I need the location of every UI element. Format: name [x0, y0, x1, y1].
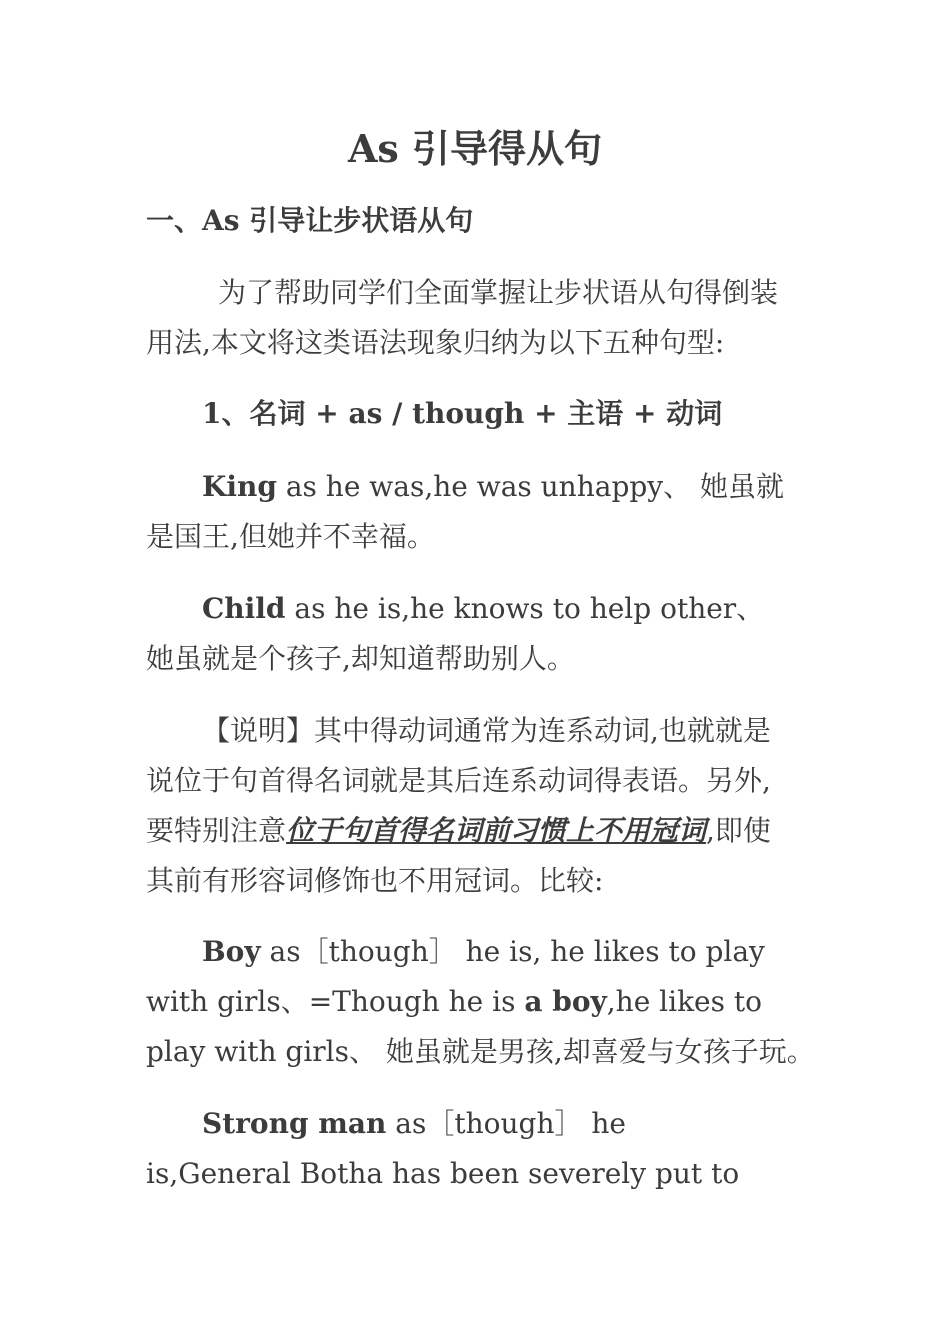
note-line-3-suffix: ,即使 [706, 814, 771, 847]
example-3-line-2 [146, 985, 762, 1018]
note-line-3 [146, 814, 771, 847]
example-2-text: as he is,he knows to help other、 [285, 592, 765, 625]
example-3-bold-phrase: a boy [524, 985, 607, 1018]
example-2-keyword: Child [202, 592, 286, 625]
example-1-line-2: 是国王,但她并不幸福。 [146, 520, 435, 553]
example-2-line-1 [202, 592, 765, 625]
example-2-line-2: 她虽就是个孩子,却知道帮助别人。 [146, 642, 575, 675]
document-title: As 引导得从句 [347, 126, 603, 171]
example-3-line-3: play with girls、 她虽就是男孩,却喜爱与女孩子玩。 [146, 1035, 815, 1068]
example-3-line-2-suffix: ,he likes to [606, 985, 762, 1018]
example-3-line-2-prefix: with girls、=Though he is [146, 985, 525, 1018]
note-line-4: 其前有形容词修饰也不用冠词。比较: [146, 864, 604, 897]
example-4-line-2: is,General Botha has been severely put to [146, 1157, 740, 1190]
example-3-text: as［though］ he is, he likes to play [260, 935, 765, 968]
note-line-2: 说位于句首得名词就是其后连系动词得表语。另外, [146, 764, 771, 797]
section-heading: 一、As 引导让步状语从句 [146, 204, 474, 237]
example-1-line-1 [202, 470, 785, 503]
intro-line-2: 用法,本文将这类语法现象归纳为以下五种句型: [146, 326, 725, 359]
note-line-3-prefix: 要特别注意 [146, 814, 287, 847]
pattern-heading: 1、名词 + as / though + 主语 + 动词 [202, 397, 723, 430]
example-1-keyword: King [202, 470, 277, 503]
example-1-text: as he was,he was unhappy、 她虽就 [276, 470, 785, 503]
example-4-line-1 [202, 1107, 627, 1140]
note-emphasis: 位于句首得名词前习惯上不用冠词 [286, 814, 707, 847]
example-3-line-1 [202, 935, 765, 968]
intro-line-1: 为了帮助同学们全面掌握让步状语从句得倒装 [218, 276, 779, 309]
example-4-keyword: Strong man [202, 1107, 387, 1140]
example-4-text: as［though］ he [386, 1107, 627, 1140]
note-line-1: 【说明】其中得动词通常为连系动词,也就就是 [202, 714, 771, 747]
example-3-keyword: Boy [202, 935, 261, 968]
